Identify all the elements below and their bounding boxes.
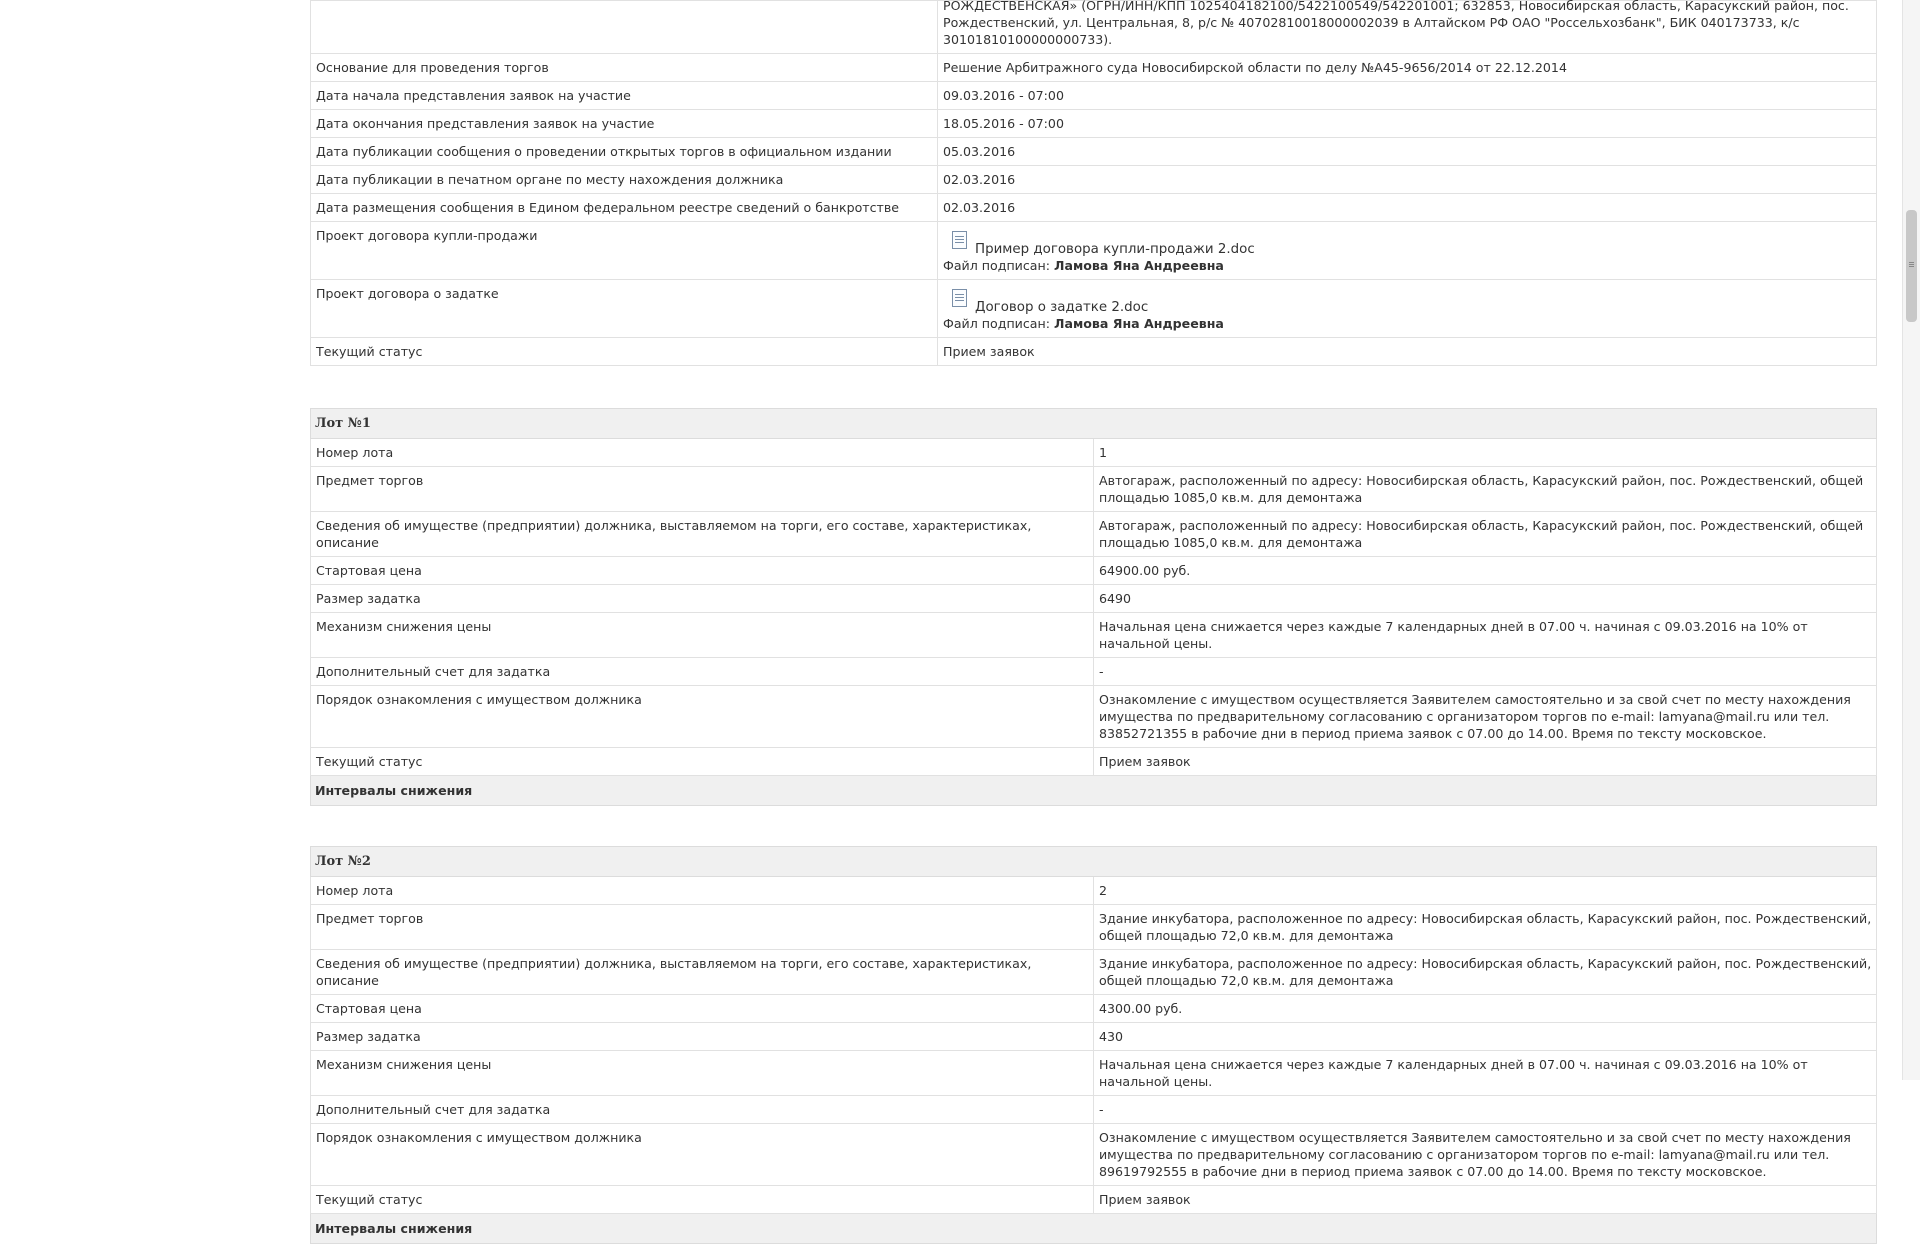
row-label: Стартовая цена	[311, 557, 1094, 585]
row-value: 18.05.2016 - 07:00	[938, 110, 1877, 138]
row-label: Дата публикации сообщения о проведении открытых торгов в официальном издании	[311, 138, 938, 166]
table-row	[311, 613, 1877, 658]
row-value: 64900.00 руб.	[1094, 557, 1877, 585]
table-row	[311, 166, 1877, 194]
signed-by	[943, 315, 1872, 332]
row-value: 09.03.2016 - 07:00	[938, 82, 1877, 110]
row-label: Механизм снижения цены	[311, 1051, 1094, 1096]
row-value: Автогараж, расположенный по адресу: Новосибирская область, Карасукский район, пос. Рождественский, общей площадью 1085,0 кв.м. для демонтажа	[1094, 512, 1877, 557]
row-label: Текущий статус	[311, 1186, 1094, 1214]
signed-prefix: Файл подписан:	[943, 316, 1050, 331]
row-value: 02.03.2016	[938, 194, 1877, 222]
table-row	[311, 138, 1877, 166]
signer-name: Ламова Яна Андреевна	[1054, 258, 1224, 273]
table-row	[311, 658, 1877, 686]
table-row	[311, 1023, 1877, 1051]
table-row	[311, 222, 1877, 280]
contract-deposit-file-link[interactable]: Договор о задатке 2.doc	[975, 300, 1149, 315]
row-label: Текущий статус	[311, 748, 1094, 776]
row-value	[938, 1, 1877, 54]
row-label	[311, 1, 938, 54]
spacer	[310, 806, 1877, 846]
row-value: -	[1094, 1096, 1877, 1124]
table-row	[311, 1, 1877, 54]
row-label: Порядок ознакомления с имуществом должника	[311, 1124, 1094, 1186]
intervals-header	[311, 1214, 1877, 1244]
table-row	[311, 467, 1877, 512]
main-content	[310, 0, 1877, 1244]
row-value: Решение Арбитражного суда Новосибирской области по делу №А45-9656/2014 от 22.12.2014	[938, 54, 1877, 82]
table-row	[311, 439, 1877, 467]
row-value: Прием заявок	[1094, 748, 1877, 776]
table-row	[311, 748, 1877, 776]
row-label: Дата публикации в печатном органе по месту нахождения должника	[311, 166, 938, 194]
row-value: Автогараж, расположенный по адресу: Новосибирская область, Карасукский район, пос. Рождественский, общей площадью 1085,0 кв.м. для демонтажа	[1094, 467, 1877, 512]
row-value: Ознакомление с имуществом осуществляется Заявителем самостоятельно и за свой счет по месту нахождения имущества по предварительному согласованию с организатором торгов по e-mail: lamyana@mail.ru или тел. 83852721355 в рабочие дни в период приема заявок с 07.00 до 14.00. Время по тексту московское.	[1094, 686, 1877, 748]
table-row	[311, 1186, 1877, 1214]
signed-by	[943, 257, 1872, 274]
row-label: Проект договора о задатке	[311, 280, 938, 338]
lot-title: Лот №1	[311, 409, 1877, 439]
row-label: Размер задатка	[311, 1023, 1094, 1051]
table-row	[311, 82, 1877, 110]
row-label: Стартовая цена	[311, 995, 1094, 1023]
grip-icon	[1909, 262, 1914, 268]
row-label: Предмет торгов	[311, 905, 1094, 950]
table-row	[311, 1096, 1877, 1124]
table-row	[311, 905, 1877, 950]
row-value: 4300.00 руб.	[1094, 995, 1877, 1023]
lot-header	[311, 847, 1877, 877]
row-label: Дата окончания представления заявок на участие	[311, 110, 938, 138]
intervals-title: Интервалы снижения	[311, 1214, 1877, 1244]
debtor-details: РОЖДЕСТВЕНСКАЯ» (ОГРН/ИНН/КПП 1025404182100/5422100549/542201001; 632853, Новосибирская область, Карасукский район, пос. Рождественский, ул. Центральная, 8, р/с № 40702810018000002039 в Алтайском РФ ОАО "Россельхозбанк", БИК 040173733, к/с 30101810100000000733).	[943, 0, 1849, 47]
table-row	[311, 110, 1877, 138]
signed-prefix: Файл подписан:	[943, 258, 1050, 273]
scrollbar-thumb[interactable]	[1906, 210, 1917, 322]
row-value: Ознакомление с имуществом осуществляется Заявителем самостоятельно и за свой счет по месту нахождения имущества по предварительному согласованию с организатором торгов по e-mail: lamyana@mail.ru или тел. 89619792555 в рабочие дни в период приема заявок с 07.00 до 14.00. Время по тексту московское.	[1094, 1124, 1877, 1186]
row-label: Размер задатка	[311, 585, 1094, 613]
contract-sale-file-link[interactable]: Пример договора купли-продажи 2.doc	[975, 242, 1255, 257]
tender-info-table	[310, 0, 1877, 366]
table-row	[311, 512, 1877, 557]
row-label: Основание для проведения торгов	[311, 54, 938, 82]
row-value: Прием заявок	[1094, 1186, 1877, 1214]
lot-title: Лот №2	[311, 847, 1877, 877]
row-value: Здание инкубатора, расположенное по адресу: Новосибирская область, Карасукский район, пос. Рождественский, общей площадью 72,0 кв.м. для демонтажа	[1094, 905, 1877, 950]
row-label: Проект договора купли-продажи	[311, 222, 938, 280]
spacer	[310, 366, 1877, 408]
row-value: 2	[1094, 877, 1877, 905]
intervals-header	[311, 776, 1877, 806]
lot-table	[310, 408, 1877, 806]
lot-header	[311, 409, 1877, 439]
table-row	[311, 280, 1877, 338]
intervals-title: Интервалы снижения	[311, 776, 1877, 806]
row-label: Сведения об имуществе (предприятии) должника, выставляемом на торги, его составе, характеристиках, описание	[311, 950, 1094, 995]
row-value	[938, 222, 1877, 280]
row-label: Номер лота	[311, 439, 1094, 467]
table-row	[311, 1124, 1877, 1186]
document-icon[interactable]	[952, 231, 967, 249]
table-row	[311, 194, 1877, 222]
row-label: Дополнительный счет для задатка	[311, 658, 1094, 686]
table-row	[311, 557, 1877, 585]
row-label: Текущий статус	[311, 338, 938, 366]
row-value: 05.03.2016	[938, 138, 1877, 166]
table-row	[311, 995, 1877, 1023]
row-value	[938, 280, 1877, 338]
row-label: Предмет торгов	[311, 467, 1094, 512]
table-row	[311, 1051, 1877, 1096]
row-label: Механизм снижения цены	[311, 613, 1094, 658]
table-row	[311, 877, 1877, 905]
row-label: Порядок ознакомления с имуществом должника	[311, 686, 1094, 748]
row-value: 6490	[1094, 585, 1877, 613]
row-value: Начальная цена снижается через каждые 7 календарных дней в 07.00 ч. начиная с 09.03.2016 на 10% от начальной цены.	[1094, 613, 1877, 658]
row-value: Начальная цена снижается через каждые 7 календарных дней в 07.00 ч. начиная с 09.03.2016 на 10% от начальной цены.	[1094, 1051, 1877, 1096]
document-icon[interactable]	[952, 289, 967, 307]
row-label: Дата размещения сообщения в Едином федеральном реестре сведений о банкротстве	[311, 194, 938, 222]
table-row	[311, 950, 1877, 995]
table-row	[311, 585, 1877, 613]
row-label: Дополнительный счет для задатка	[311, 1096, 1094, 1124]
row-value: -	[1094, 658, 1877, 686]
row-value: Прием заявок	[938, 338, 1877, 366]
table-row	[311, 338, 1877, 366]
row-value: 02.03.2016	[938, 166, 1877, 194]
row-value: Здание инкубатора, расположенное по адресу: Новосибирская область, Карасукский район, пос. Рождественский, общей площадью 72,0 кв.м. для демонтажа	[1094, 950, 1877, 995]
row-value: 1	[1094, 439, 1877, 467]
table-row	[311, 54, 1877, 82]
lot-table	[310, 846, 1877, 1244]
row-label: Сведения об имуществе (предприятии) должника, выставляемом на торги, его составе, характеристиках, описание	[311, 512, 1094, 557]
row-value: 430	[1094, 1023, 1877, 1051]
signer-name: Ламова Яна Андреевна	[1054, 316, 1224, 331]
row-label: Номер лота	[311, 877, 1094, 905]
table-row	[311, 686, 1877, 748]
row-label: Дата начала представления заявок на участие	[311, 82, 938, 110]
vertical-scrollbar[interactable]	[1902, 0, 1920, 1080]
